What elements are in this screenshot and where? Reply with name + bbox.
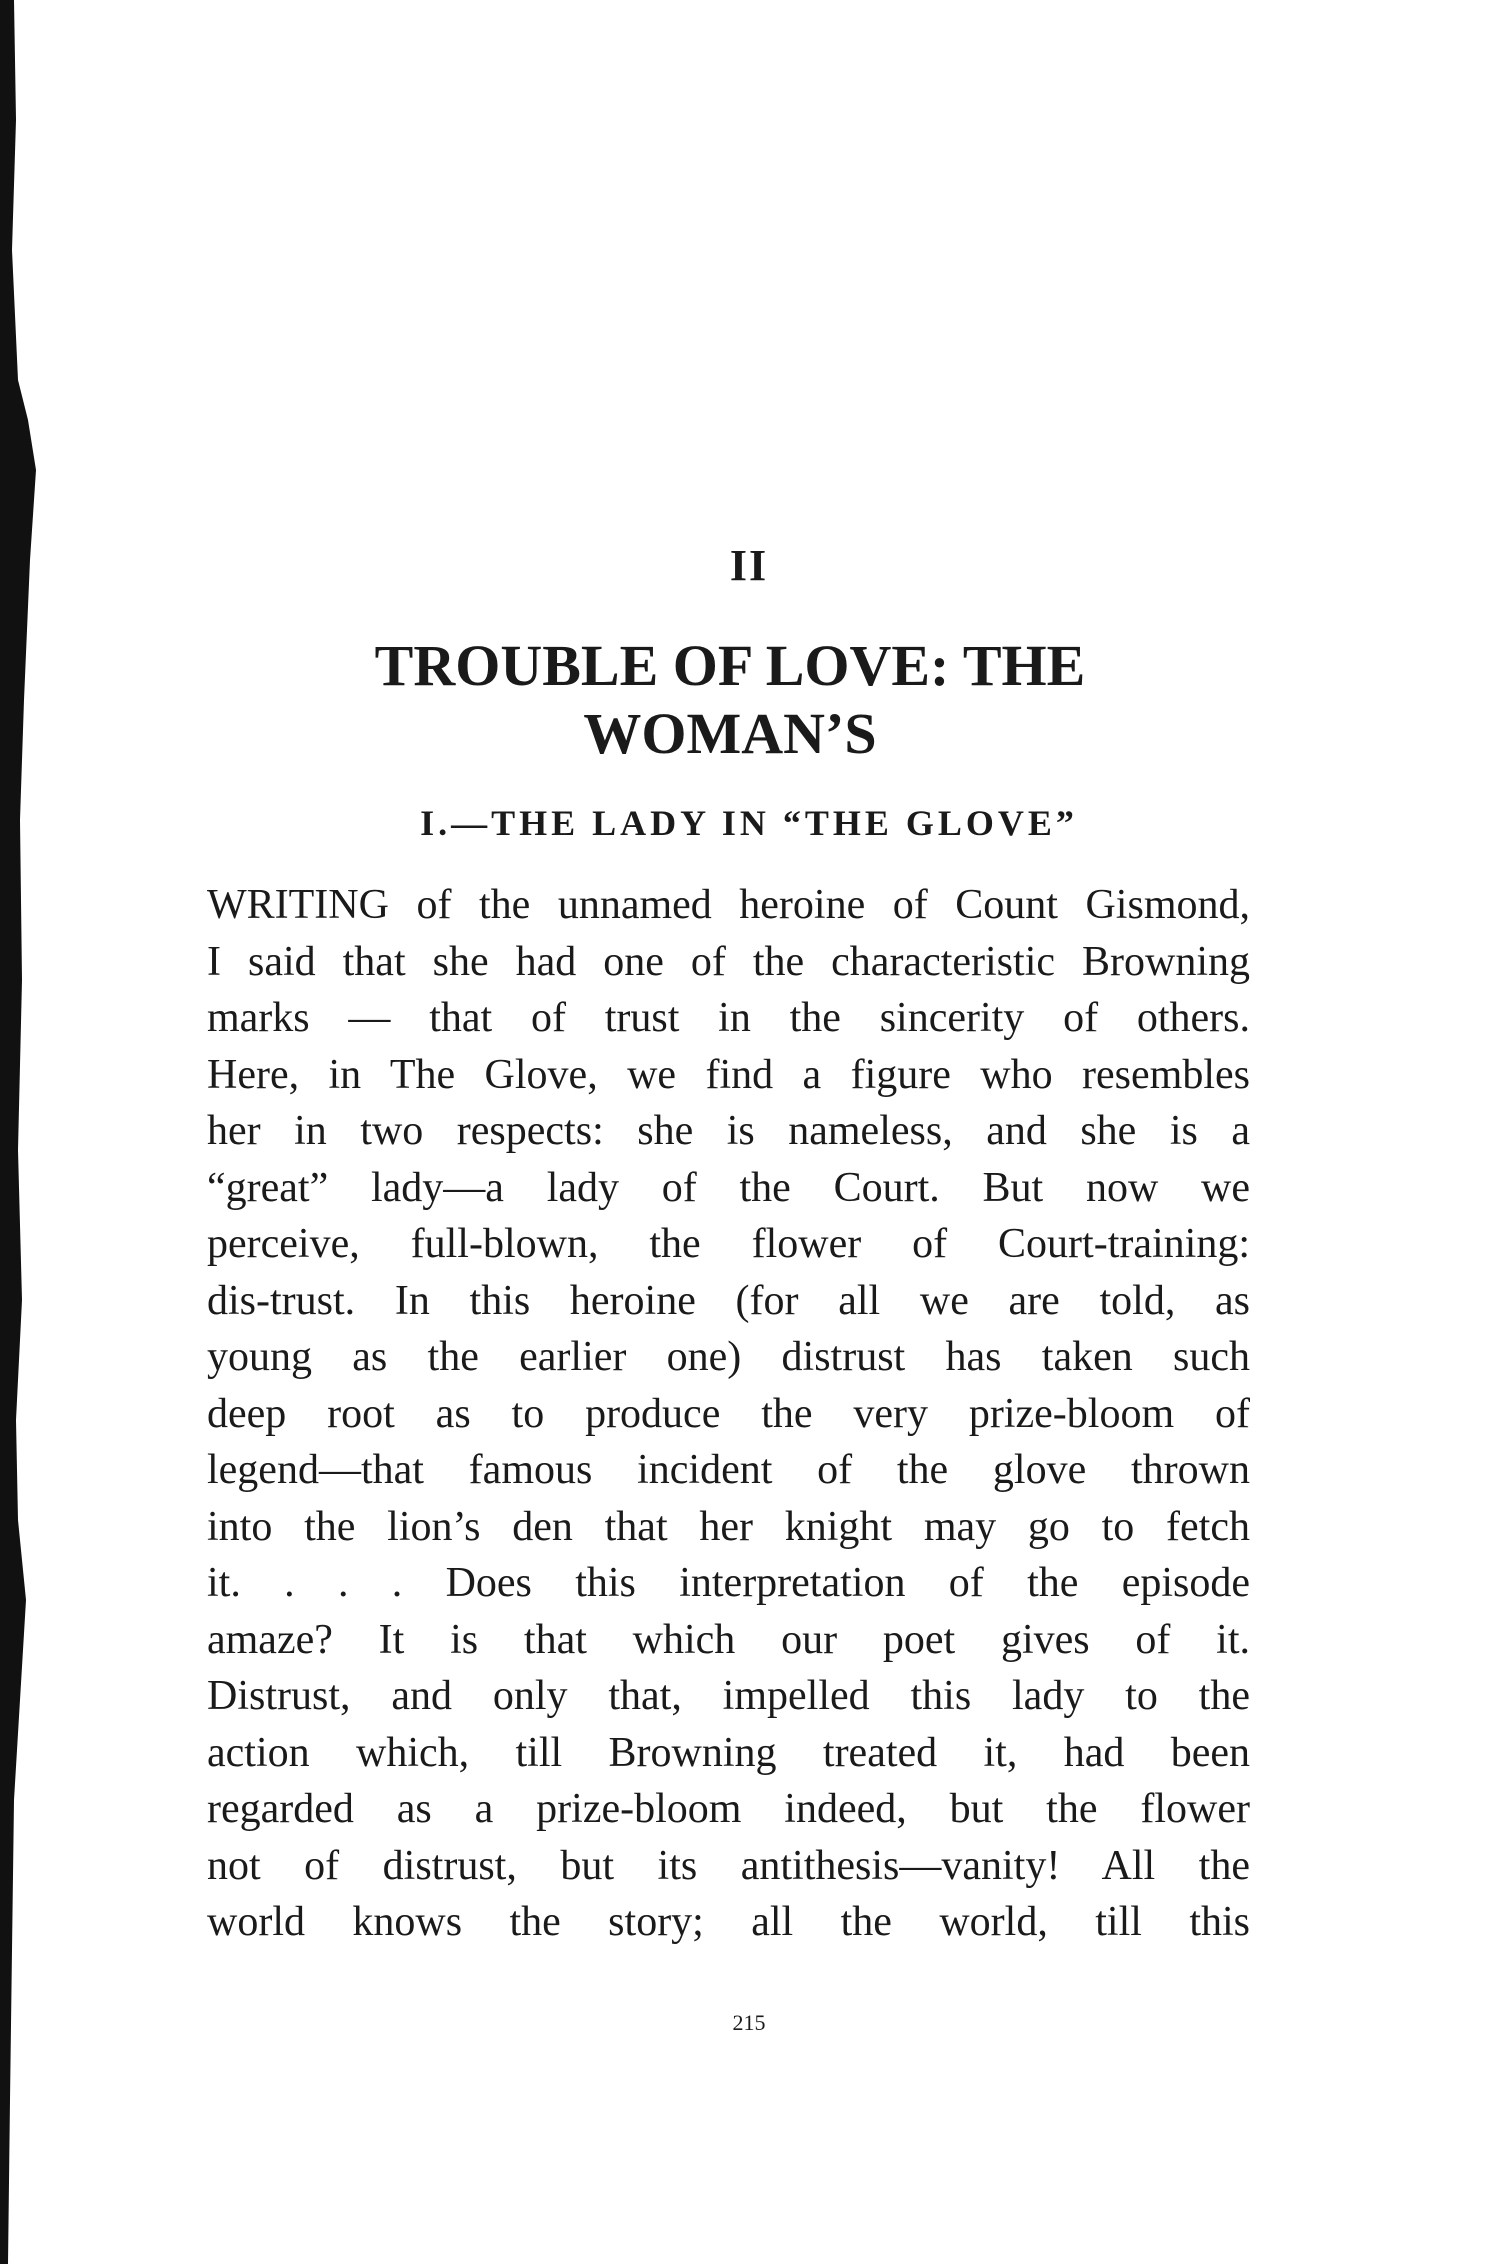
text-line: deep root as to produce the very prize-bloom of bbox=[207, 1390, 1250, 1437]
text-line: young as the earlier one) distrust has taken such bbox=[207, 1334, 1250, 1380]
text-line: world knows the story; all the world, till this bbox=[207, 1899, 1250, 1945]
chapter-title bbox=[300, 632, 1160, 768]
text-line: I said that she had one of the characteristic Browning bbox=[207, 938, 1250, 985]
text-line: “great” lady—a lady of the Court. But now we bbox=[207, 1164, 1250, 1211]
scan-edge-shadow bbox=[0, 0, 60, 2264]
section-heading: I.—THE LADY IN “THE GLOVE” bbox=[420, 803, 1078, 843]
text-line: regarded as a prize-bloom indeed, but the flower bbox=[207, 1786, 1250, 1832]
page-number: 215 bbox=[732, 2010, 766, 2035]
text-line: not of distrust, but its antithesis—vanity! All the bbox=[207, 1842, 1250, 1889]
text-line: Here, in The Glove, we find a figure who resembles bbox=[207, 1051, 1250, 1098]
text-line: into the lion’s den that her knight may go to fetch bbox=[207, 1503, 1250, 1550]
text-line: amaze? It is that which our poet gives of it. bbox=[207, 1616, 1250, 1663]
text-line: perceive, full-blown, the flower of Court-training: bbox=[207, 1221, 1250, 1267]
chapter-title-line-2: WOMAN’S bbox=[583, 701, 877, 766]
text-line: it. . . . Does this interpretation of the episode bbox=[207, 1560, 1250, 1606]
chapter-title-line-1: TROUBLE OF LOVE: THE bbox=[374, 633, 1086, 698]
text-line: Distrust, and only that, impelled this lady to the bbox=[207, 1673, 1250, 1719]
text-line: her in two respects: she is nameless, and she is a bbox=[207, 1108, 1250, 1154]
body-text bbox=[207, 877, 1250, 1951]
text-line: marks — that of trust in the sincerity of others. bbox=[207, 995, 1250, 1041]
text-line: action which, till Browning treated it, had been bbox=[207, 1729, 1250, 1776]
text-line: WRITING of the unnamed heroine of Count Gismond, bbox=[207, 882, 1250, 928]
chapter-number: II bbox=[729, 541, 769, 590]
text-line: legend—that famous incident of the glove thrown bbox=[207, 1447, 1250, 1493]
text-line: dis-trust. In this heroine (for all we are told, as bbox=[207, 1277, 1250, 1324]
